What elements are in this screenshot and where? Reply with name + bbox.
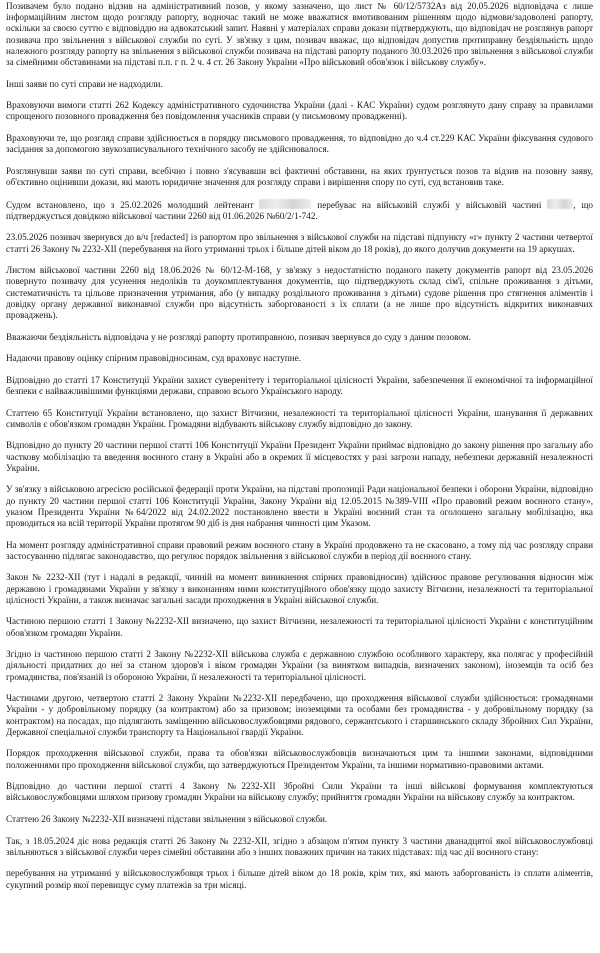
paragraph-text: перебуває на військовій службі у військовій частині bbox=[317, 199, 542, 210]
paragraph: Інші заяви по суті справи не надходили. bbox=[6, 78, 163, 89]
paragraph: На момент розгляду адміністративної справи правовий режим воєнного стану в Україні продовжено та не скасовано, а тому під час розгляду справи застосуванню підлягає законодавство, що регулює порядок звільнення з військової служби в період дії воєнного стану. bbox=[6, 539, 593, 561]
paragraph: Надаючи правову оцінку спірним правовідносинам, суд враховує наступне. bbox=[6, 353, 302, 364]
paragraph: Вважаючи бездіяльність відповідача у не розгляді рапорту протиправною, позивач звернувся до суду з даним позовом. bbox=[6, 331, 471, 342]
paragraph: Враховуючи те, що розгляд справи здійснюється в порядку письмового провадження, то відповідно до ч.4 ст.229 КАС України фіксування судового засідання за допомогою звукозаписувального технічного засобу не здійснювалося. bbox=[6, 133, 593, 155]
paragraph: Відповідно до статті 17 Конституції України захист суверенітету і територіальної цілісності України, забезпечення її економічної та інформаційної безпеки є найважливішими функціями держави, справою всього Українського народу. bbox=[6, 374, 593, 396]
paragraph: Закон № 2232-XII (тут і надалі в редакції, чинній на момент виникнення спірних правовідносин) здійснює правове регулювання відносин між державою і громадянами України у зв'язку з виконанням ними конституційного обов'язку щодо захисту Вітчизни, незалежності та територіальної цілісності України, а також визначає загальні засади проходження в Україні військової служби. bbox=[6, 572, 593, 605]
redacted-name-blur bbox=[259, 199, 311, 209]
paragraph-text: , що підтверджується довідкою військової частини 2260 від 01.06.2026 №60/2/1-742. bbox=[6, 199, 594, 221]
paragraph: Порядок проходження військової служби, права та обов'язки військовослужбовців визначаються цим та іншими законами, відповідними положеннями про проходження військової служби, що затверджуються Президентом України, та іншими нормативно-правовими актами. bbox=[6, 748, 593, 770]
paragraph: Статтею 26 Закону №2232-XII визначені підстави звільнення з військової служби. bbox=[6, 813, 328, 824]
paragraph: 23.05.2026 позивач звернувся до в/ч [redacted] із рапортом про звільнення з військової служби на підставі підпункту «г» пункту 2 частини четвертої статті 26 Закону № 2232-XII (перебування на його утриманні трьох і більше дітей віком до 18 років), до якого долучив документи на 19 аркушах. bbox=[6, 232, 593, 254]
paragraph: Позивачем було подано відзив на адміністративний позов, у якому зазначено, що лист № 60/12/5732Аз від 20.05.2026 відповідача є лише інформаційним листом щодо розгляду рапорту, водночас такий не може вважатися вмотивованим рішенням щодо відмови/задоволені рапорту, оскільки за своєю суттю є відповіддю на адвокатський запит. Наявні у матеріалах справи докази підтверджують, що відповідач не розглянув рапорт позивача про звільнення з військової служби по суті. У зв'язку з цим, позивач вважає, що відповідач допустив протиправну бездіяльність щодо належного розгляду рапорту на звільнення з військової служби позивача на підставі рапорту поданого 30.03.2026 про звільнення з військової служби за сімейними обставинами на підставі п.п. г п. 2 ч. 4 ст. 26 Закону України «Про військовий обов'язок і військову службу». bbox=[6, 1, 593, 68]
paragraph: Частинами другою, четвертою статті 2 Закону України №2232-XII передбачено, що проходження військової служби здійснюється: громадянами України - у добровільному порядку (за контрактом) або за призовом; іноземцями та особами без громадянства - у добровільному порядку (за контрактом) на посадах, що підлягають заміщенню військовослужбовцями рядового, сержантського і старшинського складу Збройних Сил України, Державної спеціальної служби транспорту та Національної гвардії України. bbox=[6, 693, 593, 737]
paragraph: Листом військової частини 2260 від 18.06.2026 № 60/12-М-168, у зв'язку з недостатністю поданого пакету документів рапорт від 23.05.2026 повернуто позивачу для усунення недоліків та доукомплектування документів, що підтверджують склад сім'ї, спільне проживання з дітьми, систематичність та цільове призначення утримання, або (у випадку роздільного проживання з дітьми) судове рішення про стягнення аліментів і довідку органу державної виконавчої служби про відсутність заборгованості з їх сплати (а не лише про відсутність відкритих виконавчих проваджень). bbox=[6, 265, 593, 320]
paragraph-text: Судом встановлено, що з 25.02.2026 молодший лейтенант bbox=[6, 199, 254, 210]
paragraph: Розглянувши заяви по суті справи, всебічно і повно з'ясувавши всі фактичні обставини, на яких ґрунтується позов та відзив на позовну заяву, об'єктивно оцінивши докази, які мають юридичне значення для розгляду справи і вирішення спору по суті, суд встановив таке. bbox=[6, 165, 593, 187]
paragraph: Згідно із частиною першою статті 2 Закону №2232-XII військова служба є державною службою особливого характеру, яка полягає у професійній діяльності придатних до неї за станом здоров'я і віком громадян України (за винятком випадків, визначених законом), іноземців та осіб без громадянства, пов'язаній із обороною України, її незалежності та територіальної цілісності. bbox=[6, 649, 593, 682]
redacted-unit-blur bbox=[547, 199, 573, 209]
paragraph: Статтею 65 Конституції України встановлено, що захист Вітчизни, незалежності та територіальної цілісності України, шанування її державних символів є обов'язком громадян України. Громадяни відбувають військову службу відповідно до закону. bbox=[6, 407, 593, 429]
paragraph: У зв'язку з військовою агресією російської федерації проти України, на підставі пропозиції Ради національної безпеки і оборони України, відповідно до пункту 20 частини першої статті 106 Конституції України, Закону України від 12.05.2015 №389-VIII «Про правовий режим воєнного стану», указом Президента України №64/2022 від 24.02.2022 постановлено ввести в Україні воєнний стан та оголошено загальну мобілізацію, яка проводиться на всій території України протягом 90 діб із дня набрання чинності цим Указом. bbox=[6, 484, 593, 528]
paragraph-last: перебування на утриманні у військовослужбовця трьох і більше дітей віком до 18 років, крім тих, які мають заборгованість із сплати аліментів, сукупний розмір якої перевищує суму платежів за три місяці. bbox=[6, 868, 593, 890]
paragraph: Відповідно до пункту 20 частини першої статті 106 Конституції України Президент України приймає відповідно до закону рішення про загальну або часткову мобілізацію та введення воєнного стану в Україні або в окремих її місцевостях у разі загрози нападу, небезпеки державній незалежності України. bbox=[6, 440, 593, 473]
paragraph-redacted bbox=[6, 199, 593, 222]
paragraph: Враховуючи вимоги статті 262 Кодексу адміністративного судочинства України (далі - КАС України) судом розглянуто дану справу за правилами спрощеного позовного провадження без повідомлення учасників справи (у письмовому провадженні). bbox=[6, 100, 593, 122]
paragraph: Відповідно до частини першої статті 4 Закону №2232-XII Збройні Сили України та інші військові формування комплектуються військовослужбовцями шляхом призову громадян України на військову службу; прийняття громадян України на військову службу за контрактом. bbox=[6, 781, 593, 803]
paragraph: Так, з 18.05.2024 діє нова редакція статті 26 Закону № 2232-XII, згідно з абзацом п'ятим пункту 3 частини дванадцятої якої військовослужбовці звільняються з військової служби через сімейні обставини або з інших поважних причин на таких підставах: під час дії воєнного стану: bbox=[6, 835, 593, 857]
paragraph: Частиною першою статті 1 Закону №2232-XII визначено, що захист Вітчизни, незалежності та територіальної цілісності України є конституційним обов'язком громадян України. bbox=[6, 616, 593, 638]
